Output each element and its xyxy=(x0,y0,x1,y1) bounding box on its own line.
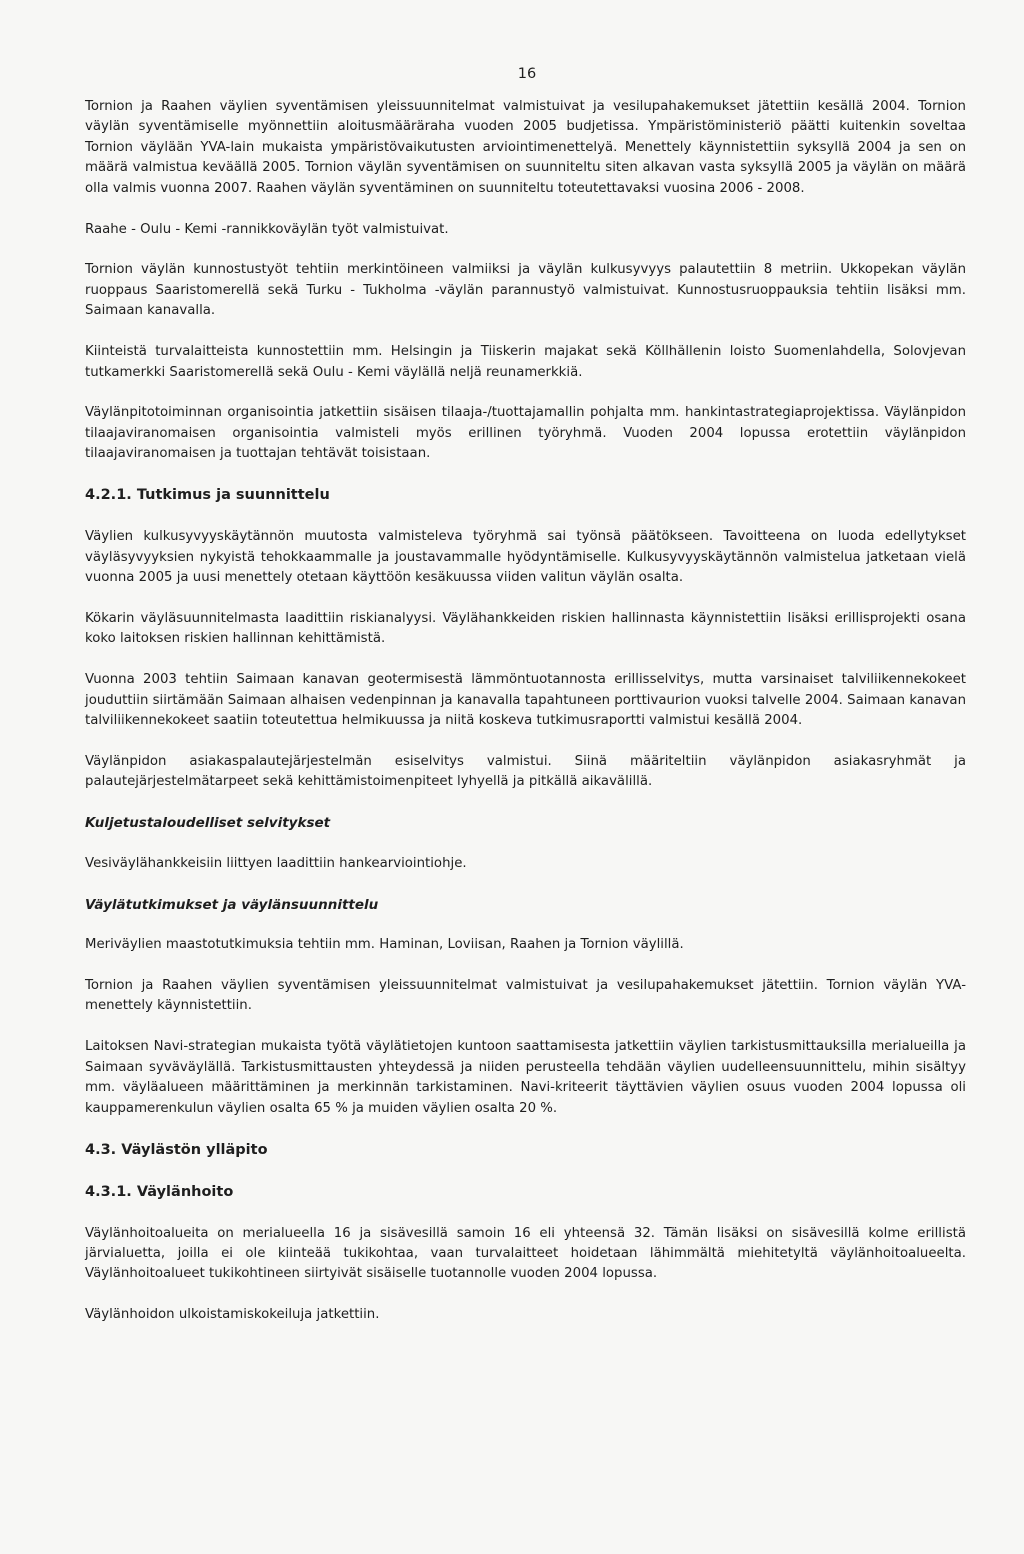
paragraph-kunnostustyot: Tornion väylän kunnostustyöt tehtiin merkintöineen valmiiksi ja väylän kulkusyvyys palautettiin 8 metriin. Ukkopekan väylän ruoppaus Saaristomerellä sekä Turku - Tukholma -väylän parannustyö valmistuivat. Kunnostusruoppauksia tehtiin lisäksi mm. Saimaan kanavalla. xyxy=(85,262,966,319)
paragraph-kulkusyvyys: Väylien kulkusyvyyskäytännön muutosta valmisteleva työryhmä sai työnsä päätökseen. Tavoitteena on luoda edellytykset väyläsyvyyksien nykyistä tehokkaammalle ja joustavammalle hyödyntämiselle. Kulkusyvyyskäytännön valmistelua jatketaan vielä vuonna 2005 ja uusi menettely otetaan käyttöön kesäkuussa viiden valitun väylän osalta. xyxy=(85,529,966,585)
page-number: 16 xyxy=(517,66,537,82)
section-heading-4-3-1: 4.3.1. Väylänhoito xyxy=(85,1183,234,1200)
paragraph-vaylien-syventaminen: Tornion ja Raahen väylien syventämisen yleissuunnitelmat valmistuivat ja vesilupahakemukset jätettiin kesällä 2004. Tornion väylän syventämiselle myönnettiin aloitusmääräraha vuoden 2005 budjetissa. Ympäristöministeriö päätti kuitenkin soveltaa Tornion väylään YVA-lain mukaista ympäristövaikutusten arviointimenettelyä. Menettely käynnistettiin syksyllä 2004 ja sen on määrä valmistua keväällä 2005. Tornion väylän syventämisen on suunniteltu siten alkavan vasta syksyllä 2005 ja väylän on määrä olla valmis vuonna 2007. Raahen väylän syventäminen on suunniteltu toteutettavaksi vuosina 2006 - 2008. xyxy=(85,99,966,196)
paragraph-organisointi: Väylänpitotoiminnan organisointia jatkettiin sisäisen tilaaja-/tuottajamallin pohjalta mm. hankintastrategiaprojektissa. Väylänpidon tilaajaviranomaisen organisointia valmisteli myös erillinen työryhmä. Vuoden 2004 lopussa erotettiin väylänpidon tilaajaviranomaisen ja tuottajan tehtävät toisistaan. xyxy=(85,405,966,462)
paragraph-riskianalyysi: Kökarin väyläsuunnitelmasta laadittiin riskianalyysi. Väylähankkeiden riskien hallinnasta käynnistettiin lisäksi erillisprojekti osana koko laitoksen riskien hallinnan kehittämistä. xyxy=(85,610,966,647)
subheading-vaylatutkimukset: Väylätutkimukset ja väylänsuunnittelu xyxy=(85,896,379,913)
paragraph-hankearviointi: Vesiväylähankkeisiin liittyen laadittiin hankearviointiohje. xyxy=(85,855,467,871)
paragraph-yva-menettely: Tornion ja Raahen väylien syventämisen yleissuunnitelmat valmistuivat ja vesilupahakemukset jätettiin. Tornion väylän YVA-menettely käynnistettiin. xyxy=(85,978,966,1014)
paragraph-turvalaitteet: Kiinteistä turvalaitteista kunnostettiin mm. Helsingin ja Tiiskerin majakat sekä Köllhällenin loisto Suomenlahdella, Solovjevan tutkamerkki Saaristomerellä sekä Oulu - Kemi väylällä neljä reunamerkkiä. xyxy=(85,344,966,380)
paragraph-asiakaspalaute: Väylänpidon asiakaspalautejärjestelmän esiselvitys valmistui. Siinä määriteltiin väylänpidon asiakasryhmät ja palautejärjestelmätarpeet sekä kehittämistoimenpiteet lyhyellä ja pitkällä aikavälillä. xyxy=(85,753,966,790)
paragraph-vaylanhoitoalueet: Väylänhoitoalueita on merialueella 16 ja sisävesillä samoin 16 eli yhteensä 32. Tämän lisäksi on sisävesillä kolme erillistä järvialuetta, joilla ei ole kiinteää tukikohtaa, vaan turvalaitteet hoidetaan lähimmältä miehitetyltä väylänhoitoalueelta. Väylänhoitoalueet tukikohtineen siirtyivät sisäiselle tuotannolle vuoden 2004 lopussa. xyxy=(85,1225,966,1282)
subheading-kuljetustaloudelliset: Kuljetustaloudelliset selvitykset xyxy=(85,815,331,832)
document-body xyxy=(85,97,966,1346)
section-heading-4-3: 4.3. Väylästön ylläpito xyxy=(85,1141,268,1158)
paragraph-maastotutkimukset: Meriväylien maastotutkimuksia tehtiin mm. Haminan, Loviisan, Raahen ja Tornion väylillä. xyxy=(85,937,684,953)
paragraph-saimaan-kanava: Vuonna 2003 tehtiin Saimaan kanavan geotermisestä lämmöntuotannosta erillisselvitys, mutta varsinaiset talviliikennekokeet jouduttiin siirtämään Saimaan alhaisen vedenpinnan ja kanavalla tapahtuneen porttivaurion vuoksi talvelle 2004. Saimaan kanavan talviliikennekokeet saatiin toteutettua helmikuussa ja niitä koskeva tutkimusraportti valmistui kesällä 2004. xyxy=(85,672,966,729)
paragraph-navi-strategia: Laitoksen Navi-strategian mukaista työtä väylätietojen kuntoon saattamisesta jatkettiin väylien tarkistusmittauksilla merialueilla ja Saimaan syväväylällä. Tarkistusmittausten yhteydessä ja niiden perusteella tehdään väylien uudelleensuunnittelu, mihin sisältyy mm. väyläalueen määrittäminen ja merkinnän tarkistaminen. Navi-kriteerit täyttävien väylien osuus vuoden 2004 lopussa oli kauppamerenkulun väylien osalta 65 % ja muiden väylien osalta 20 %. xyxy=(85,1039,966,1116)
section-heading-4-2-1: 4.2.1. Tutkimus ja suunnittelu xyxy=(85,487,330,504)
paragraph-ulkoistaminen: Väylänhoidon ulkoistamiskokeiluja jatkettiin. xyxy=(85,1307,380,1323)
paragraph-rannikkovayla: Raahe - Oulu - Kemi -rannikkoväylän työt valmistuivat. xyxy=(85,221,449,237)
